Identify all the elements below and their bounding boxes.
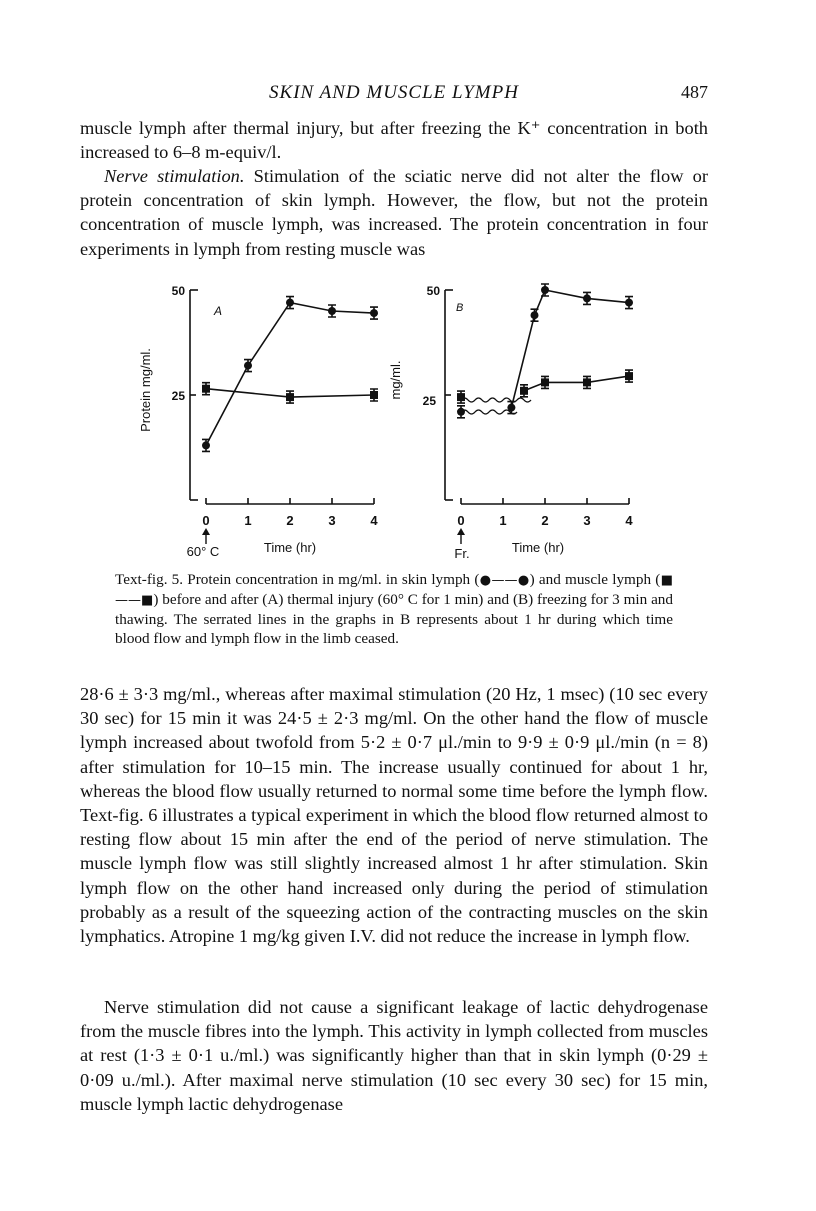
panel-b-skin-point-1: [507, 404, 515, 412]
panel-b-x-axis-label: Time (hr): [511, 540, 565, 555]
panel-b-x-label-2: 2: [541, 513, 549, 528]
panel-a-skin-point-2: [286, 299, 294, 307]
panel-b-event-label: Fr.: [454, 546, 470, 561]
plot-layer: [202, 284, 633, 451]
paragraph-thermal-injury: muscle lymph after thermal injury, but after freezing the K⁺ concentration in both increased to 6–8 m-equiv/l.: [80, 118, 708, 163]
paragraph-lactic-dehydrogenase: Nerve stimulation did not cause a significant leakage of lactic dehydrogenase from the muscle fibres into the lymph. This activity in lymph collected from muscles at rest (1·3 ± 0·1 u./ml.) was significantly higher than that in skin lymph (0·29 ± 0·09 u./ml.). After maximal nerve stimulation (10 sec every 30 sec) for 15 min, muscle lymph lactic dehydrogenase: [80, 997, 708, 1114]
panel-a-muscle-point-0: [202, 385, 210, 393]
paragraph-nerve-stimulation-text: Stimulation of the sciatic nerve did not alter the flow or protein concentration of skin lymph. However, the flow, but not the protein concentration of muscle lymph, was increased. The protein concentration in four experiments in lymph from resting muscle was: [80, 166, 708, 259]
caption-circle-symbol: ●——●: [479, 573, 530, 588]
panel-b-x-label-1: 1: [499, 513, 507, 528]
panel-a-skin-series-line: [206, 303, 374, 446]
panel-b-muscle-point-3: [583, 378, 591, 386]
panel-a-x-label-3: 3: [328, 513, 336, 528]
panel-b-event-arrow: [457, 528, 465, 544]
text-fig-5: [130, 270, 670, 570]
panel-b-skin-point-4: [583, 294, 591, 302]
panel-a-x-label-1: 1: [244, 513, 252, 528]
panel-b-skin-point-0: [457, 408, 465, 416]
panel-b-muscle-point-0: [457, 393, 465, 401]
panel-a-skin-point-1: [244, 362, 252, 370]
panel-b-x-label-4: 4: [625, 513, 633, 528]
panel-b-skin-point-5: [625, 299, 633, 307]
panel-b-skin-point-3: [541, 286, 549, 294]
paragraph-nerve-stimulation: [80, 164, 708, 261]
panel-a-y-label-50: 50: [171, 284, 185, 298]
panel-b-muscle-point-4: [625, 372, 633, 380]
panel-a-arrow-head: [202, 528, 210, 535]
panel-b-y-label-25: 25: [422, 394, 436, 408]
panel-a-x-label-2: 2: [286, 513, 294, 528]
panel-a-x-label-4: 4: [370, 513, 378, 528]
panel-b-skin-series-line: [511, 290, 629, 408]
panel-b-letter: B: [456, 302, 464, 314]
panel-a-y-axis-label: Protein mg/ml.: [138, 348, 153, 432]
caption-square-symbol: ■——■: [115, 573, 673, 608]
panel-a-labels: [138, 284, 378, 559]
caption-lead: Text-fig. 5. Protein concentration in mg/ml. in skin lymph (: [115, 571, 480, 588]
panel-a-x-label-0: 0: [202, 513, 210, 528]
panel-b-labels: [388, 284, 633, 561]
panel-b-muscle-point-2: [541, 378, 549, 386]
running-title: SKIN AND MUSCLE LYMPH: [269, 82, 519, 103]
panel-b-x-label-3: 3: [583, 513, 591, 528]
panel-a-muscle-point-1: [286, 393, 294, 401]
caption-rest: ) before and after (A) thermal injury (60° C for 1 min) and (B) freezing for 3 min and thawing. The serrated lines in the graphs in B represents about 1 hr during which time blood flow and lymph flow in the limb ceased.: [115, 591, 673, 647]
panel-a-skin-point-3: [328, 307, 336, 315]
caption-mid: ) and muscle lymph (: [529, 571, 661, 588]
run-in-heading: Nerve stimulation.: [104, 166, 245, 186]
panel-b-x-label-0: 0: [457, 513, 465, 528]
panel-b-y-label-50: 50: [426, 284, 440, 298]
page-header: [80, 82, 708, 108]
panel-a-y-label-25: 25: [171, 389, 185, 403]
panel-b-arrow-head: [457, 528, 465, 535]
panel-a-event-arrow: [202, 528, 210, 544]
paragraph-flow-results: 28·6 ± 3·3 mg/ml., whereas after maximal stimulation (20 Hz, 1 msec) (10 sec every 30 sec) for 15 min it was 24·5 ± 2·3 mg/ml. On the other hand the flow of muscle lymph increased about twofold from 5·2 ± 0·7 μl./min to 9·9 ± 0·9 μl./min (n = 8) after stimulation for 10–15 min. The increase usually continued for about 1 hr, whereas the blood flow usually returned to normal some time before the lymph flow. Text-fig. 6 illustrates a typical experiment in which the blood flow returned almost to resting flow about 15 min after the end of the period of nerve stimulation. The muscle lymph flow was still slightly increased almost 1 hr after stimulation. Skin lymph flow on the other hand increased only during the period of stimulation probably as a result of the squeezing action of the contracting muscles on the skin lymphatics. Atropine 1 mg/kg given I.V. did not reduce the increase in lymph flow.: [80, 684, 708, 947]
panel-a-letter: A: [214, 304, 223, 318]
panel-a-x-axis-label: Time (hr): [263, 540, 317, 555]
panel-b: [445, 290, 629, 504]
panel-a-muscle-point-2: [370, 391, 378, 399]
panel-b-y-axis-label: mg/ml.: [388, 360, 403, 400]
panel-a-skin-point-4: [370, 309, 378, 317]
panel-b-muscle-series-line: [524, 376, 629, 391]
panel-a-event-label: 60° C: [186, 544, 220, 559]
panel-a-skin-point-0: [202, 441, 210, 449]
panel-b-muscle-point-1: [520, 387, 528, 395]
page-number: 487: [681, 82, 708, 102]
panel-b-skin-point-2: [531, 311, 539, 319]
protein-chart: [130, 270, 670, 570]
figure-caption: [115, 570, 673, 648]
panel-b-muscle-serrated-line: [461, 398, 531, 402]
